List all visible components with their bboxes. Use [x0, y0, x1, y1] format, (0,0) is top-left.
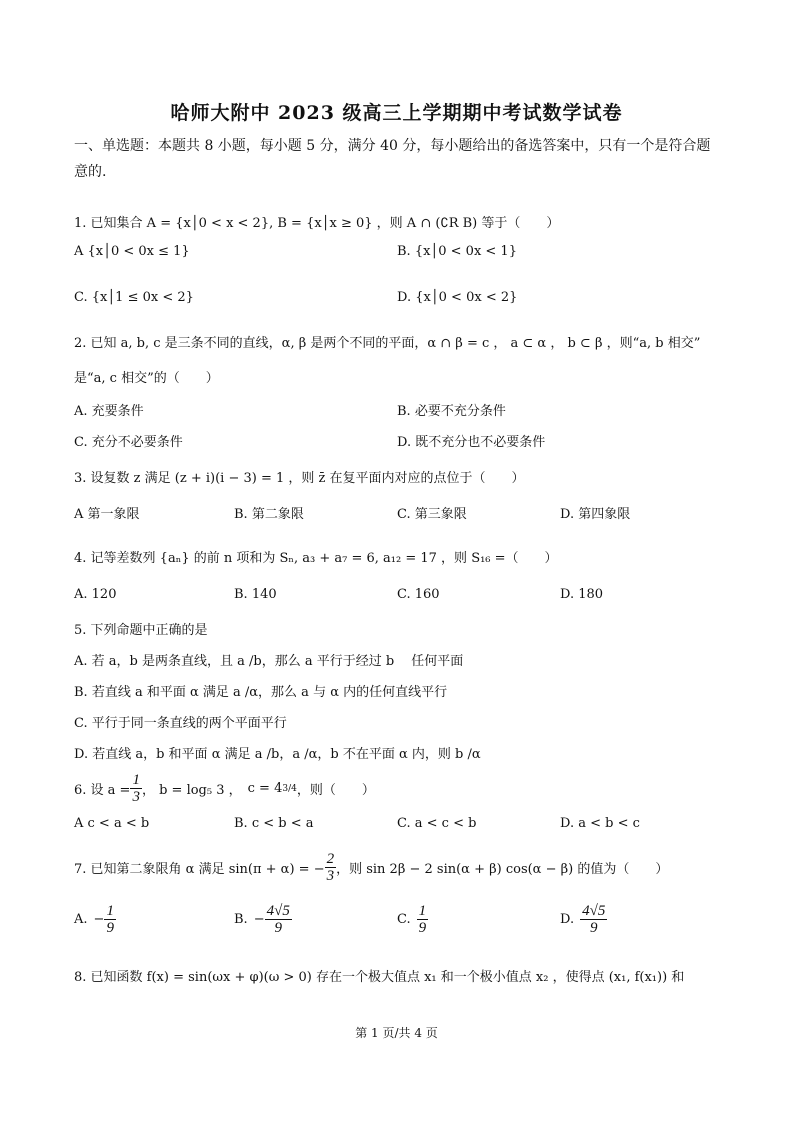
q7-stem-part1: 7. 已知第二象限角 α 满足 sin(π + α) = − [74, 862, 325, 877]
question-2-stem-cont: 是“a, c 相交”的（ ） [74, 371, 219, 386]
q7-fraction [325, 851, 337, 884]
question-5-stem: 5. 下列命题中正确的是 [74, 623, 208, 638]
q7-option-a-label: A. [74, 912, 88, 927]
q6-frac-den: 3 [132, 789, 140, 805]
q7-option-c-num: 1 [418, 903, 427, 919]
q6-fraction [130, 772, 142, 805]
q4-option-b: B. 140 [234, 587, 277, 602]
question-4-stem: 4. 记等差数列 {aₙ} 的前 n 项和为 Sₙ, a₃ + a₇ = 6, a₁₂ = 17 ，则 S₁₆ =（ ） [74, 551, 558, 566]
q7-option-d-den: 9 [589, 920, 598, 936]
question-3-stem: 3. 设复数 z 满足 (z + i)(i − 3) = 1 ，则 z̄ 在复平面内对应的点位于（ ） [74, 471, 525, 486]
q7-option-d-label: D. [560, 912, 575, 927]
q6-exponent: 3/4 [282, 783, 297, 794]
q7-option-d-frac [580, 903, 607, 936]
q5-option-a: A. 若 a，b 是两条直线，且 a /b，那么 a 平行于经过 b 任何平面 [74, 654, 464, 669]
q1-option-c: C. {x│1 ≤ 0x < 2} [74, 290, 194, 305]
question-7-stem [74, 851, 668, 884]
q6-option-d: D. a < b < c [560, 816, 640, 831]
q7-option-a-den: 9 [106, 920, 114, 936]
q7-option-b-num: 4√5 [266, 903, 290, 919]
q7-option-c-frac [417, 903, 429, 936]
q6-frac-num: 1 [132, 772, 140, 788]
question-6-stem [74, 772, 375, 805]
question-2-stem: 2. 已知 a, b, c 是三条不同的直线，α, β 是两个不同的平面，α ∩ β = c ， a ⊂ α ， b ⊂ β ，则“a, b 相交” [74, 336, 701, 351]
q7-option-d-num: 4√5 [582, 903, 606, 919]
q1-option-d: D. {x│0 < 0x < 2} [397, 290, 518, 305]
q7-option-b-den: 9 [274, 920, 282, 936]
q5-option-c: C. 平行于同一条直线的两个平面平行 [74, 716, 287, 731]
q7-option-a-frac [104, 903, 116, 936]
q6-option-c: C. a < c < b [397, 816, 477, 831]
q3-option-b: B. 第二象限 [234, 507, 304, 522]
q2-option-b: B. 必要不充分条件 [397, 404, 506, 419]
q3-option-c: C. 第三象限 [397, 507, 467, 522]
q1-option-b: B. {x│0 < 0x < 1} [397, 244, 517, 259]
question-1-stem: 1. 已知集合 A = {x│0 < x < 2}, B = {x│x ≥ 0} ，则 A ∩ (∁R B) 等于（ ） [74, 216, 560, 231]
q7-option-c [397, 903, 428, 936]
q7-option-b-sign: − [253, 912, 265, 927]
q3-option-a: A 第一象限 [74, 507, 140, 522]
q6-stem-part2: ， b = log₅ 3 ， [141, 783, 242, 798]
q2-option-a: A. 充要条件 [74, 404, 144, 419]
q7-option-b-label: B. [234, 912, 248, 927]
q7-option-a-num: 1 [106, 903, 114, 919]
q7-option-a-sign: − [93, 912, 105, 927]
q4-option-d: D. 180 [560, 587, 604, 602]
q4-option-c: C. 160 [397, 587, 440, 602]
q7-frac-den: 3 [326, 868, 335, 884]
question-8-stem: 8. 已知函数 f(x) = sin(ωx + φ)(ω > 0) 存在一个极大值点 x₁ 和一个极小值点 x₂ ，使得点 (x₁, f(x₁)) 和 [74, 970, 685, 985]
section-instructions: 一、单选题：本题共 8 小题，每小题 5 分，满分 40 分，每小题给出的备选答案中，只有一个是符合题意的. [74, 138, 711, 180]
page-footer: 第 1 页/共 4 页 [355, 1026, 438, 1040]
q7-option-a [74, 903, 116, 936]
q3-option-d: D. 第四象限 [560, 507, 631, 522]
q6-stem-part4: ，则（ ） [296, 783, 375, 798]
q6-stem-part3: c = 4 [247, 781, 283, 796]
q7-stem-part2: ，则 sin 2β − 2 sin(α + β) cos(α − β) 的值为（ ） [336, 862, 669, 877]
q7-option-d [560, 903, 607, 936]
q6-option-a: A c < a < b [74, 816, 150, 831]
q4-option-a: A. 120 [74, 587, 117, 602]
q2-option-c: C. 充分不必要条件 [74, 435, 183, 450]
q1-option-a: A {x│0 < 0x ≤ 1} [74, 244, 190, 259]
q6-option-b: B. c < b < a [234, 816, 314, 831]
q7-option-b [234, 903, 292, 936]
q7-option-b-frac [265, 903, 292, 936]
q2-option-d: D. 既不充分也不必要条件 [397, 435, 546, 450]
q7-option-c-den: 9 [418, 920, 427, 936]
q7-frac-num: 2 [326, 851, 335, 867]
q5-option-d: D. 若直线 a，b 和平面 α 满足 a /b，a /α，b 不在平面 α 内，则 b /α [74, 747, 481, 762]
q7-option-c-label: C. [397, 912, 411, 927]
exam-title: 哈师大附中 2023 级高三上学期期中考试数学试卷 [170, 102, 623, 124]
q6-stem-part1: 6. 设 a = [74, 783, 131, 798]
q5-option-b: B. 若直线 a 和平面 α 满足 a /α，那么 a 与 α 内的任何直线平行 [74, 685, 448, 700]
